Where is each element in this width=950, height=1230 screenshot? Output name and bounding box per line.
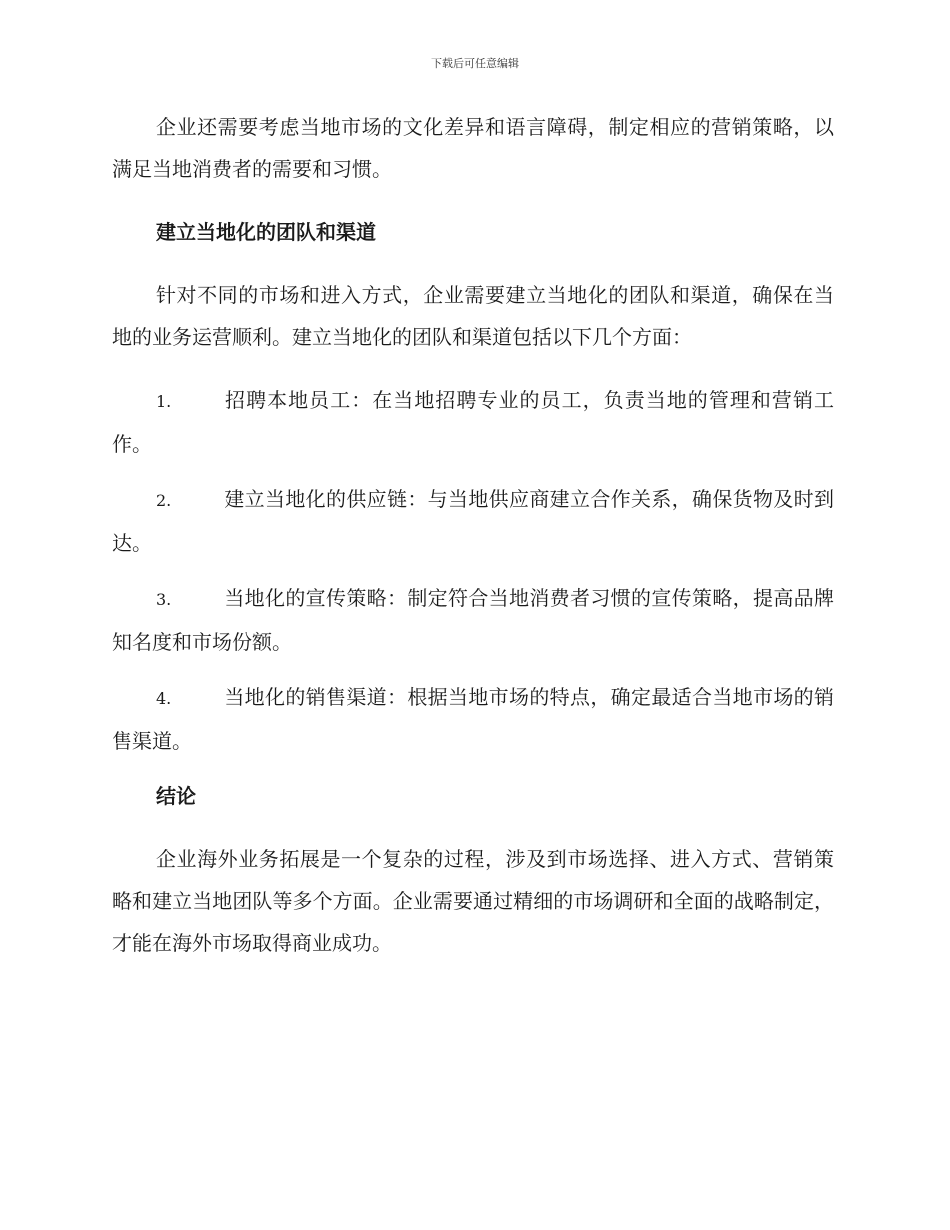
section-heading-conclusion: 结论 <box>156 784 196 808</box>
list-item-number: 3. <box>156 590 172 609</box>
document-body <box>112 106 834 985</box>
list-item-number: 4. <box>156 689 172 708</box>
list-item-text: 建立当地化的供应链：与当地供应商建立合作关系，确保货物及时到达。 <box>112 487 834 555</box>
list-item <box>112 676 834 762</box>
list-item-number: 2. <box>156 491 172 510</box>
list-item-number: 1. <box>156 392 172 411</box>
intro-paragraph: 企业还需要考虑当地市场的文化差异和语言障碍，制定相应的营销策略，以满足当地消费者的需要和习惯。 <box>112 115 834 181</box>
header-note: 下载后可任意编辑 <box>431 57 519 70</box>
list-item-text: 当地化的宣传策略：制定符合当地消费者习惯的宣传策略，提高品牌知名度和市场份额。 <box>112 586 834 654</box>
conclusion-paragraph: 企业海外业务拓展是一个复杂的过程，涉及到市场选择、进入方式、营销策略和建立当地团队等多个方面。企业需要通过精细的市场调研和全面的战略制定，才能在海外市场取得商业成功。 <box>112 847 834 955</box>
list-item <box>112 379 834 465</box>
list-item-text: 招聘本地员工：在当地招聘专业的员工，负责当地的管理和营销工作。 <box>112 388 834 456</box>
section-heading-localization: 建立当地化的团队和渠道 <box>156 220 376 244</box>
list-item <box>112 577 834 663</box>
list-item <box>112 478 834 564</box>
list-item-text: 当地化的销售渠道：根据当地市场的特点，确定最适合当地市场的销售渠道。 <box>112 685 834 753</box>
section-paragraph: 针对不同的市场和进入方式，企业需要建立当地化的团队和渠道，确保在当地的业务运营顺利。建立当地化的团队和渠道包括以下几个方面： <box>112 283 834 349</box>
